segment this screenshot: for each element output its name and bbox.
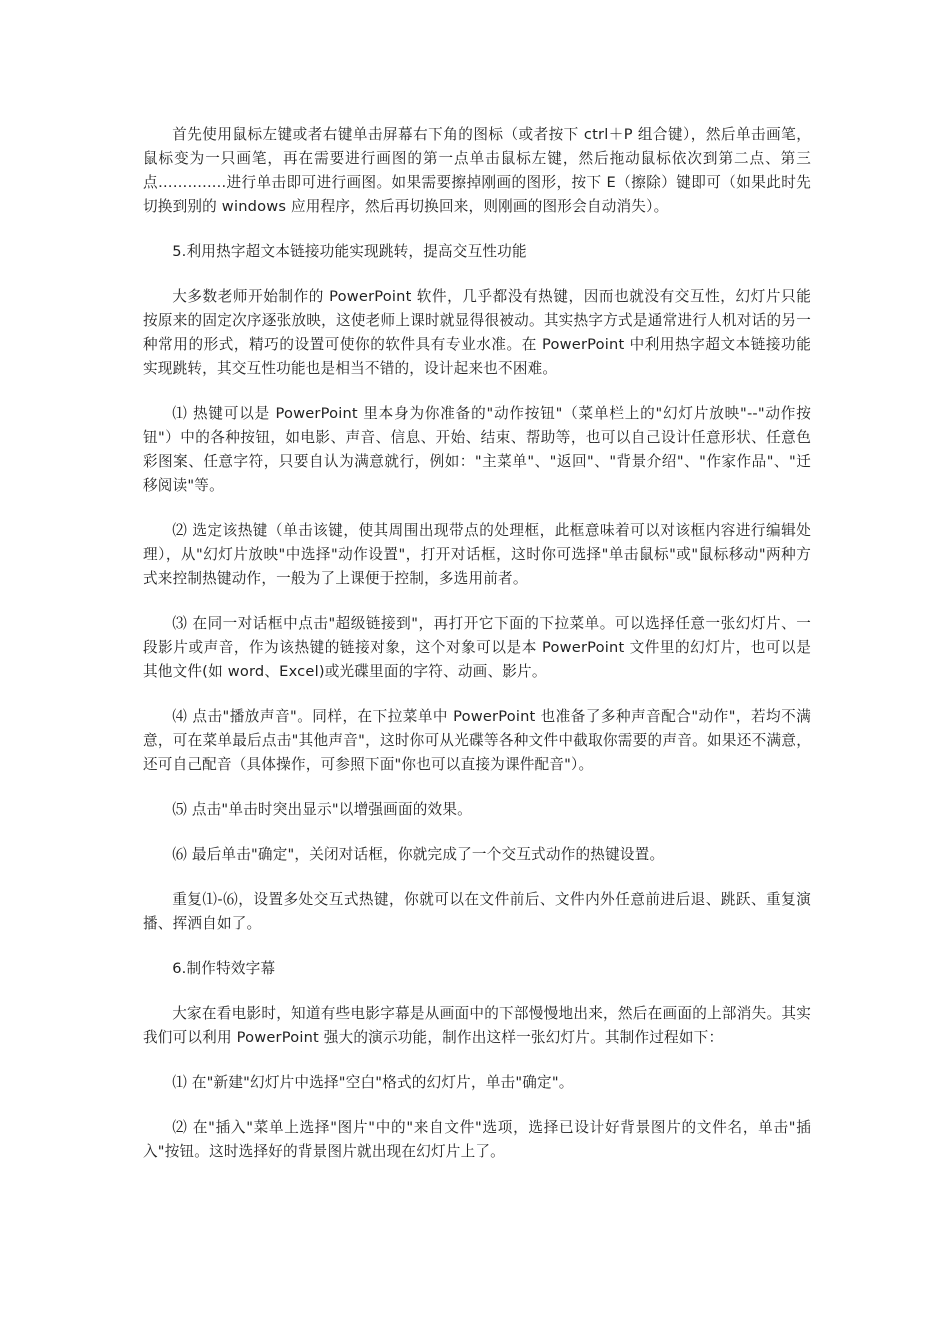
paragraph-pen-drawing: 首先使用鼠标左键或者右键单击屏幕右下角的图标（或者按下 ctrl＋P 组合键），然后单击画笔，鼠标变为一只画笔，再在需要进行画图的第一点单击鼠标左键，然后拖动鼠标依次到第二点、第三点……........进行单击即可进行画图。如果需要擦掉刚画的图形，按下 E（擦除）键即可（如果此时先切换到别的 windows 应用程序，然后再切换回来，则刚画的图形会自动消失）。 xyxy=(143,126,811,215)
paragraph-subtitles-step-1: ⑴ 在"新建"幻灯片中选择"空白"格式的幻灯片，单击"确定"。 xyxy=(172,1074,574,1091)
section-heading-subtitles: 6.制作特效字幕 xyxy=(172,960,276,977)
paragraph-hotkey-intro: 大多数老师开始制作的 PowerPoint 软件，几乎都没有热键，因而也就没有交互性，幻灯片只能按原来的固定次序逐张放映，这使老师上课时就显得很被动。其实热字方式是通常进行人机对话的另一种常用的形式，精巧的设置可使你的软件具有专业水准。在 PowerPoint 中利用热字超文本链接功能实现跳转，其交互性功能也是相当不错的，设计起来也不困难。 xyxy=(143,288,811,377)
paragraph-step-6: ⑹ 最后单击"确定"，关闭对话框，你就完成了一个交互式动作的热键设置。 xyxy=(172,846,665,863)
paragraph-step-3: ⑶ 在同一对话框中点击"超级链接到"，再打开它下面的下拉菜单。可以选择任意一张幻灯片、一段影片或声音，作为该热键的链接对象，这个对象可以是本 PowerPoint 文件里的幻灯片，也可以是其他文件(如 word、Excel)或光碟里面的字符、动画、影片。 xyxy=(143,615,811,680)
paragraph-subtitles-step-2: ⑵ 在"插入"菜单上选择"图片"中的"来自文件"选项，选择已设计好背景图片的文件名，单击"插入"按钮。这时选择好的背景图片就出现在幻灯片上了。 xyxy=(143,1119,811,1160)
paragraph-step-5: ⑸ 点击"单击时突出显示"以增强画面的效果。 xyxy=(172,801,472,818)
section-heading-hyperlink: 5.利用热字超文本链接功能实现跳转，提高交互性功能 xyxy=(172,243,527,260)
paragraph-step-2: ⑵ 选定该热键（单击该键，使其周围出现带点的处理框，此框意味着可以对该框内容进行编辑处理），从"幻灯片放映"中选择"动作设置"，打开对话框，这时你可选择"单击鼠标"或"鼠标移动"两种方式来控制热键动作，一般为了上课便于控制，多选用前者。 xyxy=(143,522,811,587)
paragraph-step-4: ⑷ 点击"播放声音"。同样，在下拉菜单中 PowerPoint 也准备了多种声音配合"动作"，若均不满意，可在菜单最后点击"其他声音"，这时你可从光碟等各种文件中截取你需要的声音。如果还不满意，还可自己配音（具体操作，可参照下面"你也可以直接为课件配音"）。 xyxy=(143,708,811,773)
paragraph-repeat: 重复⑴-⑹，设置多处交互式热键，你就可以在文件前后、文件内外任意前进后退、跳跃、重复演播、挥洒自如了。 xyxy=(143,891,811,932)
paragraph-step-1: ⑴ 热键可以是 PowerPoint 里本身为你准备的"动作按钮"（菜单栏上的"幻灯片放映"--"动作按钮"）中的各种按钮，如电影、声音、信息、开始、结束、帮助等，也可以自己设计任意形状、任意色彩图案、任意字符，只要自认为满意就行，例如："主菜单"、"返回"、"背景介绍"、"作家作品"、"迁移阅读"等。 xyxy=(143,405,811,494)
document-body xyxy=(143,123,811,1185)
paragraph-subtitles-intro: 大家在看电影时，知道有些电影字幕是从画面中的下部慢慢地出来，然后在画面的上部消失。其实我们可以利用 PowerPoint 强大的演示功能，制作出这样一张幻灯片。其制作过程如下： xyxy=(143,1005,811,1046)
